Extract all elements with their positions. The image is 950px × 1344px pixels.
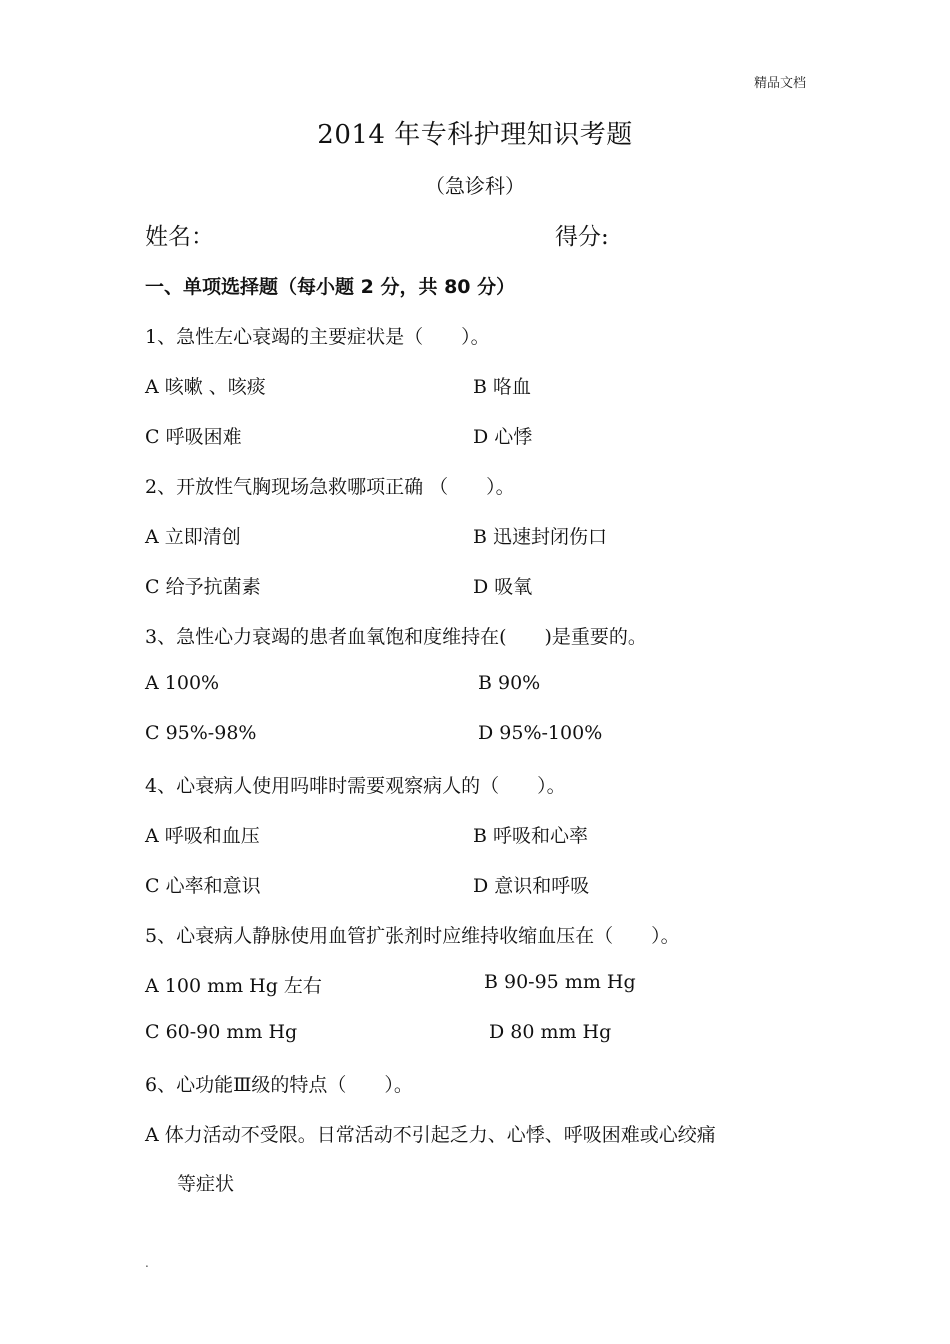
question-stem: 3、急性心力衰竭的患者血氧饱和度维持在( )是重要的。	[145, 626, 647, 648]
option-c: C 呼吸困难	[145, 426, 242, 448]
option-d: D 心悸	[473, 426, 533, 448]
option-d: D 吸氧	[473, 576, 533, 598]
option-a: A 体力活动不受限。日常活动不引起乏力、心悸、呼吸困难或心绞痛	[145, 1124, 716, 1146]
section-heading: 一、单项选择题（每小题 2 分，共 80 分）	[145, 276, 516, 298]
option-b: B 90-95 mm Hg	[484, 971, 636, 993]
option-c: C 心率和意识	[145, 875, 261, 897]
question-stem: 4、心衰病人使用吗啡时需要观察病人的（ ）。	[145, 775, 566, 797]
question-stem: 1、急性左心衰竭的主要症状是（ ）。	[145, 326, 490, 348]
option-b: B 90%	[478, 672, 541, 694]
option-a: A 100 mm Hg 左右	[145, 975, 322, 997]
question-stem: 2、开放性气胸现场急救哪项正确 （ ）。	[145, 476, 515, 498]
option-a: A 立即清创	[145, 526, 241, 548]
option-c: C 95%-98%	[145, 722, 257, 744]
option-d: D 95%-100%	[478, 722, 603, 744]
name-score-row	[145, 218, 825, 250]
option-b: B 呼吸和心率	[473, 825, 589, 847]
option-a: A 咳嗽 、咳痰	[145, 376, 266, 398]
option-a: A 100%	[145, 672, 220, 694]
option-c: C 60-90 mm Hg	[145, 1021, 298, 1043]
option-a: A 呼吸和血压	[145, 825, 260, 847]
watermark-text: 精品文档	[753, 76, 806, 91]
name-label: 姓名：	[145, 224, 214, 250]
question-stem: 5、心衰病人静脉使用血管扩张剂时应维持收缩血压在（ ）。	[145, 925, 680, 947]
page-subtitle: （急诊科）	[425, 174, 525, 198]
option-d: D 80 mm Hg	[489, 1021, 612, 1043]
page-title: 2014 年专科护理知识考题	[317, 120, 633, 150]
score-label: 得分:	[555, 224, 609, 250]
option-a-continuation: 等症状	[177, 1173, 235, 1195]
option-b: B 迅速封闭伤口	[473, 526, 608, 548]
question-stem: 6、心功能Ⅲ级的特点（ ）。	[145, 1074, 413, 1096]
option-b: B 咯血	[473, 376, 532, 398]
option-c: C 给予抗菌素	[145, 576, 261, 598]
option-d: D 意识和呼吸	[473, 875, 590, 897]
footer-mark: .	[145, 1256, 149, 1270]
